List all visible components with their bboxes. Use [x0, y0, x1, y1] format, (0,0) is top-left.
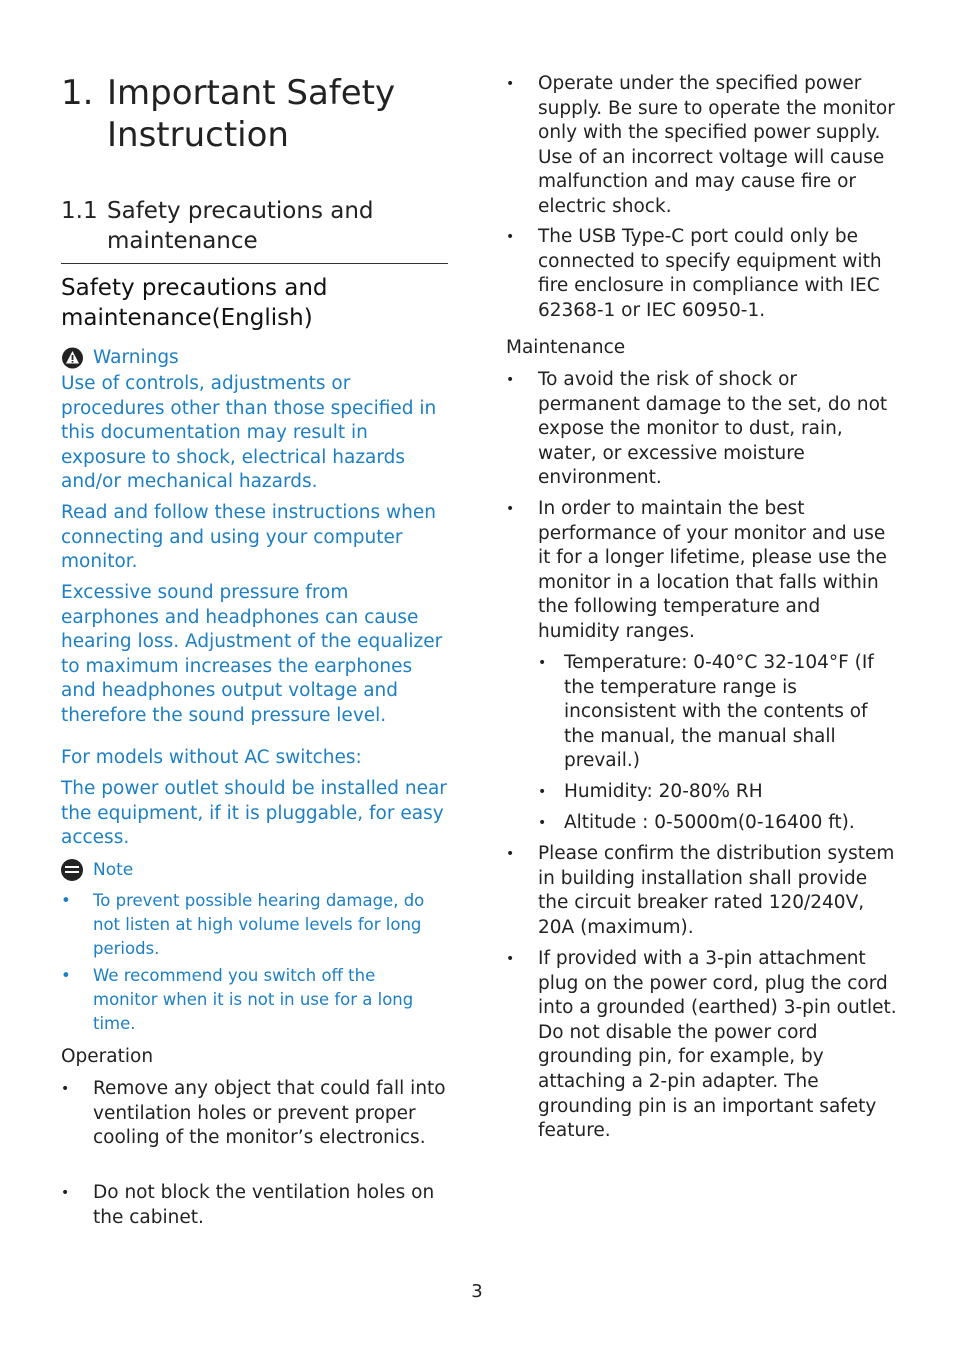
list-item-text: In order to maintain the best performance of your monitor and use it for a longer lifetime, please use the monitor in a location that falls within the following temperature and humidity ranges.: [538, 498, 887, 642]
note-item-text: To prevent possible hearing damage, do not listen at high volume levels for long periods.: [93, 891, 425, 958]
note-item-text: We recommend you switch off the monitor when it is not in use for a long time.: [93, 966, 414, 1033]
bullet: •: [61, 1185, 70, 1201]
section-number: 1.1: [61, 198, 98, 224]
list-item-text: If provided with a 3-pin attachment plug on the power cord, plug the cord into a grounded (earthed) 3-pin outlet. Do not disable the power cord grounding pin, for example, by attaching a 2-pin adapter. The grounding pin is an important safety feature.: [538, 948, 897, 1142]
chapter-title-text: Important Safety Instruction: [107, 73, 396, 155]
list-item-text: Remove any object that could fall into ventilation holes or prevent proper cooling of the monitor’s electronics.: [93, 1078, 446, 1149]
bullet: •: [538, 655, 547, 671]
divider: [61, 263, 448, 264]
bullet: •: [61, 966, 71, 985]
maintenance-heading: Maintenance: [506, 337, 626, 358]
warning-paragraph: Read and follow these instructions when connecting and using your computer monitor.: [61, 502, 436, 573]
bullet: •: [506, 76, 515, 92]
bullet: •: [506, 501, 515, 517]
note-icon: [61, 859, 83, 881]
bullet: •: [61, 891, 71, 910]
warning-paragraph: Use of controls, adjustments or procedures other than those specified in this documentation may result in exposure to shock, electrical hazards and/or mechanical hazards.: [61, 373, 437, 493]
bullet: •: [506, 846, 515, 862]
page-number: 3: [471, 1281, 483, 1302]
list-item-text: Please confirm the distribution system in building installation shall provide the circuit breaker rated 120/240V, 20A (maximum).: [538, 843, 895, 938]
chapter-number: 1.: [61, 73, 94, 113]
subheading: Safety precautions and maintenance(English): [61, 275, 328, 331]
warnings-label: Warnings: [93, 347, 179, 368]
list-item-text: Operate under the specified power supply. Be sure to operate the monitor only with the specified power supply. Use of an incorrect voltage will cause malfunction and may cause fire or electric shock.: [538, 73, 895, 217]
sub-list-item-text: Temperature: 0-40°C 32-104°F (If the temperature range is inconsistent with the contents of the manual, the manual shall prevail.): [564, 652, 874, 772]
warnings-heading: [61, 346, 179, 370]
operation-heading: Operation: [61, 1046, 154, 1067]
bullet: •: [506, 951, 515, 967]
warning-paragraph: The power outlet should be installed near the equipment, if it is pluggable, for easy access.: [61, 778, 447, 849]
bullet: •: [61, 1081, 70, 1097]
sub-list-item-text: Humidity: 20-80% RH: [564, 781, 763, 802]
sub-list-item-text: Altitude : 0-5000m(0-16400 ft).: [564, 812, 855, 833]
list-item-text: The USB Type-C port could only be connected to specify equipment with fire enclosure in compliance with IEC 62368-1 or IEC 60950-1.: [538, 226, 882, 321]
note-label: Note: [93, 860, 134, 880]
bullet: •: [506, 229, 515, 245]
section-title-text: Safety precautions and maintenance: [107, 198, 374, 254]
list-item-text: Do not block the ventilation holes on the cabinet.: [93, 1182, 435, 1228]
bullet: •: [538, 815, 547, 831]
bullet: •: [506, 372, 515, 388]
note-heading: [61, 858, 133, 882]
warning-paragraph: Excessive sound pressure from earphones and headphones can cause hearing loss. Adjustment of the equalizer to maximum increases the earphones and headphones output voltage and therefore the sound pressure level.: [61, 582, 443, 726]
bullet: •: [538, 784, 547, 800]
warning-icon: [61, 347, 84, 369]
list-item-text: To avoid the risk of shock or permanent damage to the set, do not expose the monitor to dust, rain, water, or excessive moisture environment.: [538, 369, 888, 489]
warning-paragraph: For models without AC switches:: [61, 747, 362, 768]
